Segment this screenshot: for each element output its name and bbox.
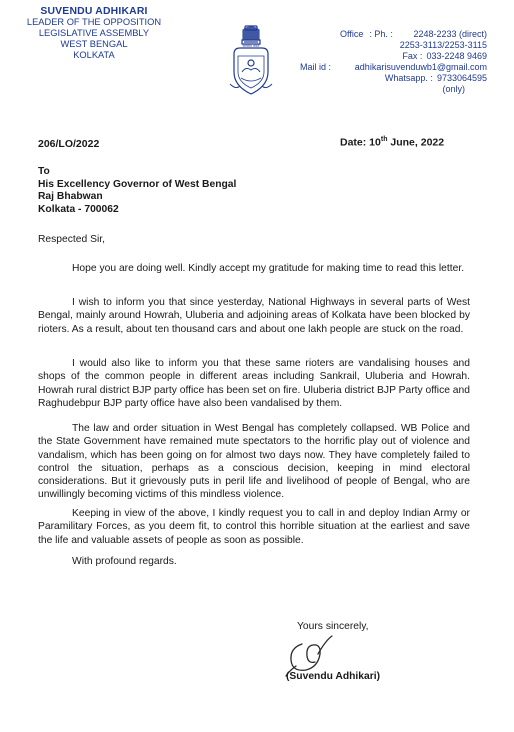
body-paragraph: Keeping in view of the above, I kindly request you to call in and deploy Indian Army or Paramilitary Forces, as you deem fit, to control this horrible situation at the earliest and save the life and valuable assets of people as soon as possible. <box>38 508 470 546</box>
mail-value: adhikarisuvenduwb1@gmail.com <box>354 62 487 72</box>
body-paragraph: Hope you are doing well. Kindly accept my gratitude for making time to read this letter. <box>72 263 465 274</box>
letter-date <box>340 136 444 149</box>
office-label: Office <box>340 29 364 39</box>
recipient-address <box>38 166 236 216</box>
address-line-1: His Excellency Governor of West Bengal <box>38 178 237 190</box>
address-to: To <box>38 166 50 177</box>
salutation: Respected Sir, <box>38 234 105 245</box>
body-paragraph: I would also like to inform you that these same rioters are vandalising houses and shops of the common people in different areas including Sankrail, Uluberia and Howrah. Howrah rural district BJP party office has been set on fire. Uluberia district BJP Party office and Raghudebpur BJP party office have also been vandalised by them. <box>38 358 470 409</box>
letterhead-line-city: KOLKATA <box>73 50 115 60</box>
reference-number: 206/LO/2022 <box>38 138 100 150</box>
state-emblem-icon <box>228 24 274 100</box>
whatsapp-label: Whatsapp. : <box>384 73 433 83</box>
mail-label: Mail id : <box>300 62 332 72</box>
yours-sincerely: Yours sincerely, <box>297 621 369 632</box>
date-prefix: Date: 10 <box>340 136 381 149</box>
letterhead-line-assembly: LEGISLATIVE ASSEMBLY <box>38 28 150 38</box>
address-line-2: Raj Bhabwan <box>38 191 103 203</box>
phone-cont: 2253-3113/2253-3115 <box>399 40 487 50</box>
letterhead-line-state: WEST BENGAL <box>60 39 128 49</box>
fax-label: Fax : <box>402 51 423 61</box>
closing-line: With profound regards. <box>72 556 177 567</box>
emblem-caption: सत्यमेव जयते <box>242 44 260 48</box>
letterhead-name: SUVENDU ADHIKARI <box>40 6 148 17</box>
whatsapp-note: (only) <box>442 84 465 94</box>
phone-label: : Ph. : <box>369 29 393 39</box>
letterhead-contact <box>290 29 487 95</box>
phone-value: 2248-2233 (direct) <box>413 29 487 39</box>
body-paragraph: I wish to inform you that since yesterday, National Highways in several parts of West Bengal, mainly around Howrah, Uluberia and adjoining areas of Kolkata have been blocked by rioters. As a result, about ten thousand cars and about one lakh people are stuck on the road. <box>38 297 470 335</box>
letterhead-identity <box>14 6 174 61</box>
signatory-name: (Suvendu Adhikari) <box>286 671 381 682</box>
body-paragraph: The law and order situation in West Bengal has completely collapsed. WB Police and the State Government have remained mute spectators to the horrific play out of violence and vandalism, which has been going on for almost two days now. They have completely failed to control the situation, perhaps as a conscious decision, keeping in mind electoral considerations. But it grievously puts in peril life and livelihood of people of Bengal, who are unwillingly becoming victims of this mindless violence. <box>38 423 470 501</box>
date-rest: June, 2022 <box>387 136 445 149</box>
address-line-3: Kolkata - 700062 <box>38 203 119 215</box>
letterhead-line-designation: LEADER OF THE OPPOSITION <box>26 17 162 27</box>
fax-value: 033-2248 9469 <box>426 51 487 61</box>
whatsapp-value: 9733064595 <box>436 73 487 83</box>
date-suffix-ordinal: th <box>380 136 388 143</box>
